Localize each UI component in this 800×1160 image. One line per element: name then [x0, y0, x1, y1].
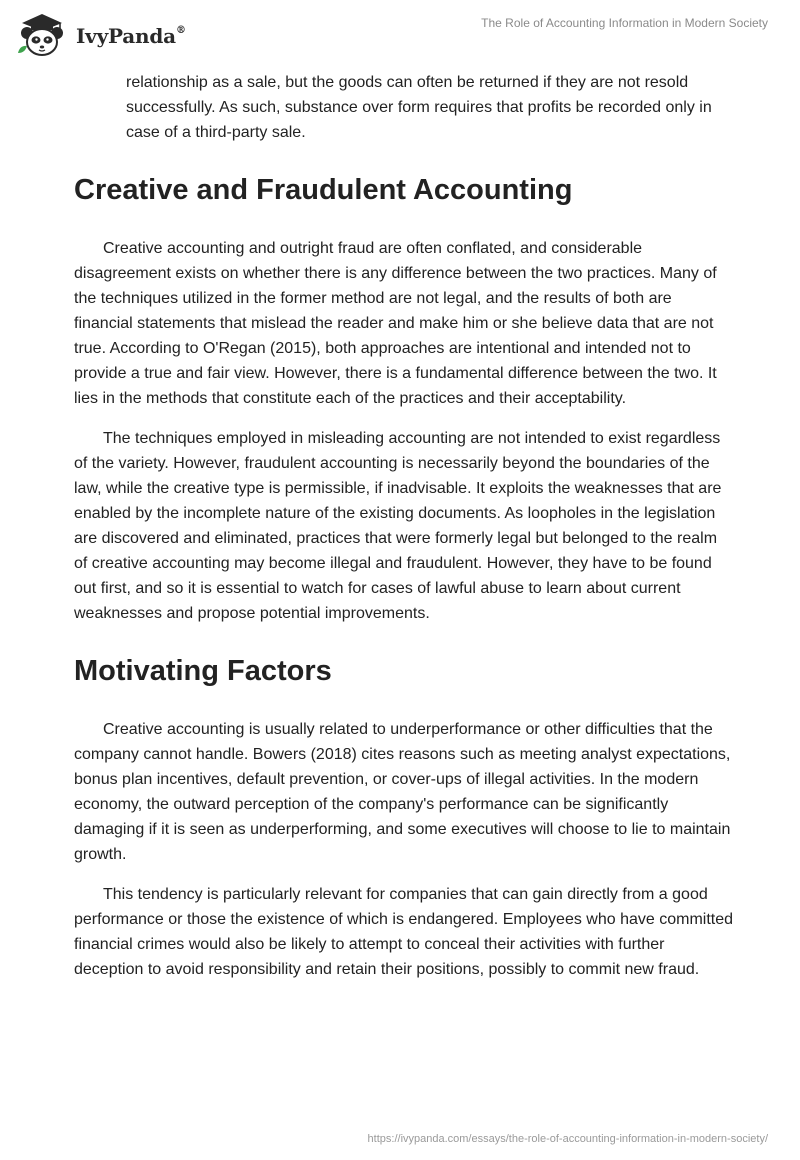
section-heading-motivating-factors: Motivating Factors — [74, 655, 332, 687]
document-title: The Role of Accounting Information in Modern Society — [481, 16, 768, 30]
source-url[interactable]: https://ivypanda.com/essays/the-role-of-accounting-information-in-modern-society/ — [367, 1133, 768, 1145]
page-header — [0, 0, 800, 70]
brand-name: IvyPanda® — [76, 24, 186, 48]
paragraph: This tendency is particularly relevant for companies that can gain directly from a good performance or those the existence of which is endangered. Employees who have committed financial crimes would also be likely to attempt to conceal their activities with further deception to avoid responsibility and retain their positions, possibly to commit new fraud. — [74, 886, 734, 978]
paragraph: The techniques employed in misleading accounting are not intended to exist regardless of the variety. However, fraudulent accounting is necessarily beyond the boundaries of the law, while the creative type is permissible, if inadvisable. It exploits the weaknesses that are enabled by the incomplete nature of the existing documents. As loopholes in the legislation are discovered and eliminated, practices that were formerly legal but belonged to the realm of creative accounting may become illegal and fraudulent. However, they have to be found out first, and so it is essential to watch for cases of lawful abuse to learn about current weaknesses and propose potential improvements. — [74, 430, 722, 622]
paragraph: Creative accounting is usually related to underperformance or other difficulties that the company cannot handle. Bowers (2018) cites reasons such as meeting analyst expectations, bonus plan incentives, default prevention, or cover-ups of illegal activities. In the modern economy, the outward perception of the company's performance can be significantly damaging if it is seen as underperforming, and some executives will choose to lie to maintain growth. — [74, 721, 731, 863]
brand-logo[interactable] — [14, 9, 186, 59]
article-body — [74, 70, 734, 997]
section-heading-creative-fraudulent: Creative and Fraudulent Accounting — [74, 174, 573, 206]
intro-continuation: relationship as a sale, but the goods can often be returned if they are not resold successfully. As such, substance over form requires that profits be recorded only in case of a third-party sale. — [126, 74, 712, 141]
paragraph: Creative accounting and outright fraud are often conflated, and considerable disagreement exists on whether there is any difference between the two practices. Many of the techniques utilized in the former method are not legal, and the results of both are financial statements that mislead the reader and make him or she believe data that are not true. According to O'Regan (2015), both approaches are intentional and intended not to provide a true and fair view. However, there is a fundamental difference between the two. It lies in the methods that constitute each of the practices and their acceptability. — [74, 240, 717, 407]
panda-graduate-icon — [14, 9, 70, 59]
